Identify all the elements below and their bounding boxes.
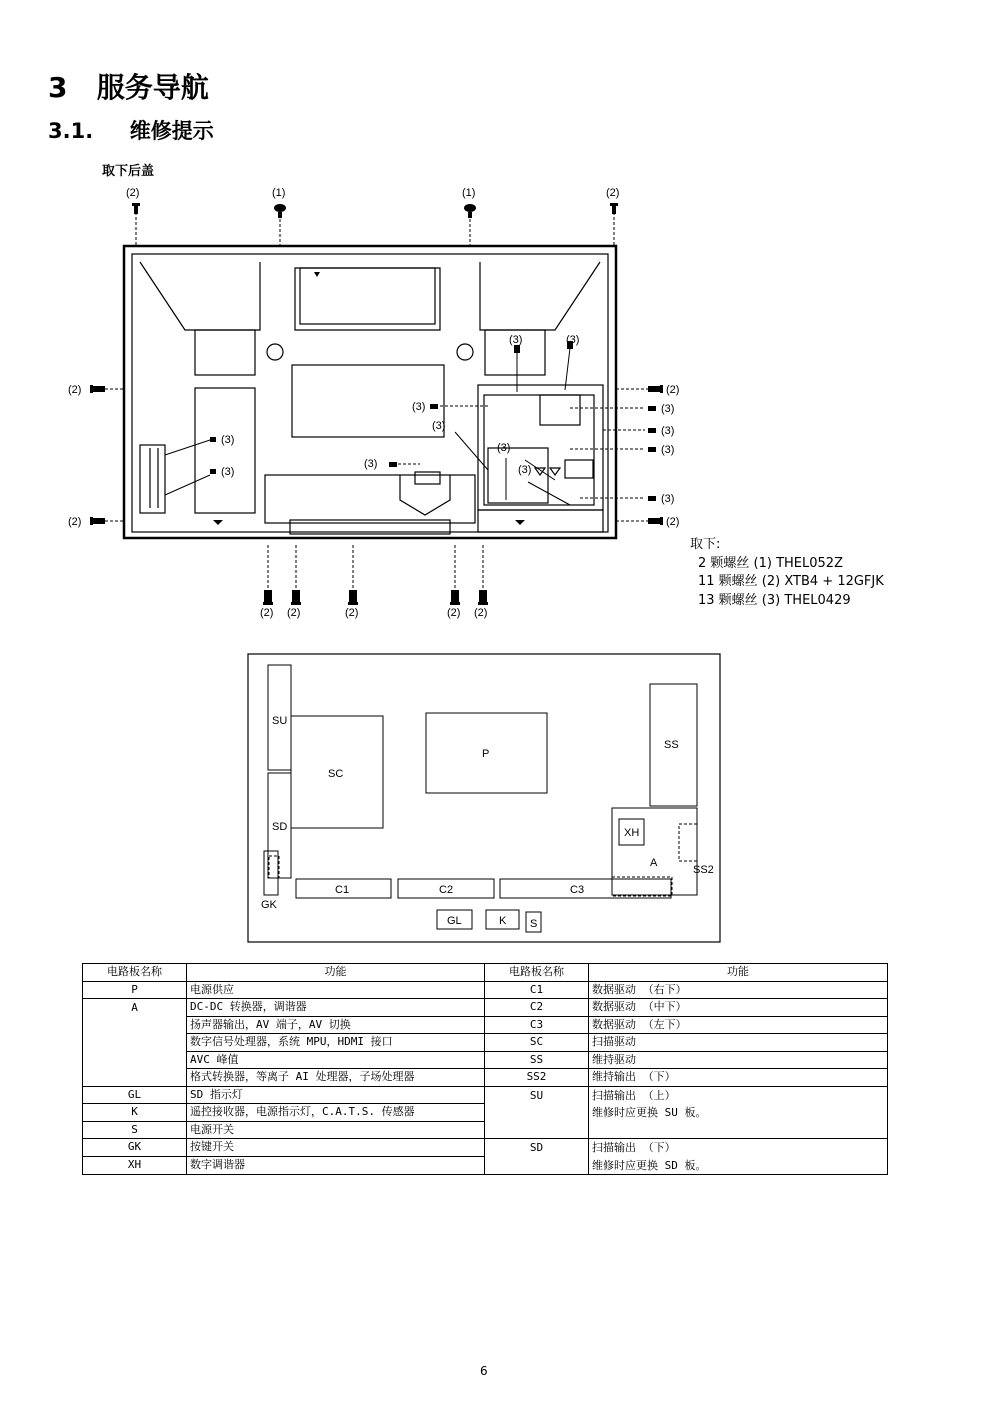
label-sd: SD <box>272 821 288 833</box>
figure-caption: 取下后盖 <box>102 164 155 179</box>
table-row <box>83 981 888 999</box>
board-function: 数据驱动 （右下） <box>589 981 888 999</box>
removal-legend <box>690 536 884 610</box>
board-function-su-1: 扫描输出 （上） <box>592 1088 676 1102</box>
table-row <box>83 999 888 1017</box>
board-name <box>485 1086 589 1139</box>
tv-cabinet-inner <box>132 254 608 532</box>
callout-3-mid-b: (3) <box>432 420 446 432</box>
callout-2-bottom-2: (2) <box>287 607 301 619</box>
label-k: K <box>499 915 507 927</box>
callout-2-bottom-5: (2) <box>474 607 488 619</box>
label-a: A <box>650 857 658 869</box>
screw-icons <box>90 203 663 605</box>
label-xh: XH <box>624 827 640 839</box>
label-s: S <box>530 918 538 930</box>
board-name-su: SU <box>529 1088 544 1102</box>
board-name: K <box>83 1104 187 1122</box>
callout-3-board-a: (3) <box>497 442 511 454</box>
callout-2-left-lower: (2) <box>68 516 82 528</box>
callout-3-right-c: (3) <box>661 444 675 456</box>
callout-3-right-a: (3) <box>661 403 675 415</box>
callout-1-top-right: (1) <box>462 187 476 199</box>
table-row <box>83 1069 888 1087</box>
label-c1: C1 <box>335 884 350 896</box>
callout-2-right-lower: (2) <box>666 516 680 528</box>
board-name: P <box>83 981 187 999</box>
board-function: 数据驱动 （左下） <box>589 1016 888 1034</box>
board-function: 按键开关 <box>187 1139 485 1157</box>
header-function-right: 功能 <box>589 964 888 982</box>
board-ss2 <box>679 824 697 861</box>
callout-3-right-b: (3) <box>661 425 675 437</box>
callout-2-bottom-3: (2) <box>345 607 359 619</box>
callout-3-mid-c: (3) <box>364 458 378 470</box>
header-board-name-right: 电路板名称 <box>485 964 589 982</box>
callout-2-right-upper: (2) <box>666 384 680 396</box>
removal-title: 取下: <box>690 537 721 552</box>
board-function: 维持驱动 <box>589 1051 888 1069</box>
board-name: GK <box>83 1139 187 1157</box>
board-gk <box>264 851 278 895</box>
section-number: 3 <box>48 71 68 104</box>
board-function: AVC 峰值 <box>187 1051 485 1069</box>
board-function <box>589 1139 888 1175</box>
board-function: 格式转换器，等离子 AI 处理器，子场处理器 <box>187 1069 485 1087</box>
callout-3-mid-a: (3) <box>412 401 426 413</box>
label-gk: GK <box>261 899 277 911</box>
board-name-sd: SD <box>529 1141 544 1154</box>
label-su: SU <box>272 715 288 727</box>
callout-3-top-b: (3) <box>566 334 580 346</box>
board-name: C2 <box>485 999 589 1017</box>
callout-3-board-b: (3) <box>518 464 532 476</box>
table-row <box>83 1139 888 1157</box>
board-function: 扬声器输出，AV 端子，AV 切换 <box>187 1016 485 1034</box>
page-number: 6 <box>480 1364 488 1378</box>
board-function: 遥控接收器，电源指示灯，C.A.T.S. 传感器 <box>187 1104 485 1122</box>
label-gl: GL <box>447 915 462 927</box>
board-name <box>485 1139 589 1175</box>
callout-1-top-left: (1) <box>272 187 286 199</box>
subsection-title: 维修提示 <box>129 119 214 143</box>
label-c3: C3 <box>570 884 585 896</box>
board-function: DC-DC 转换器，调谐器 <box>187 999 485 1017</box>
callout-2-bottom-4: (2) <box>447 607 461 619</box>
label-c2: C2 <box>439 884 454 896</box>
removal-item-2: 11 颗螺丝 (2) XTB4 + 12GFJK <box>698 574 884 589</box>
callout-3-left-upper: (3) <box>221 434 235 446</box>
board-function: 维持输出 （下） <box>589 1069 888 1087</box>
board-function-sd-1: 扫描输出 （下） <box>592 1141 676 1154</box>
board-function: SD 指示灯 <box>187 1086 485 1104</box>
board-name: C3 <box>485 1016 589 1034</box>
callout-3-top-a: (3) <box>509 334 523 346</box>
board-function-sd-2: 维修时应更换 SD 板。 <box>592 1158 707 1172</box>
table-row <box>83 1086 888 1104</box>
tv-cabinet-outline <box>124 246 616 538</box>
board-function: 数据驱动 （中下） <box>589 999 888 1017</box>
callout-2-top-right: (2) <box>606 187 620 199</box>
table-row <box>83 1016 888 1034</box>
board-name-a: A <box>131 1001 138 1014</box>
subsection-number: 3.1. <box>48 119 94 143</box>
board-name: SS <box>485 1051 589 1069</box>
board-a <box>612 808 697 895</box>
callout-2-left-upper: (2) <box>68 384 82 396</box>
board-function: 数字信号处理器，系统 MPU，HDMI 接口 <box>187 1034 485 1052</box>
board-name: C1 <box>485 981 589 999</box>
header-function-left: 功能 <box>187 964 485 982</box>
board-function: 电源开关 <box>187 1121 485 1139</box>
removal-item-3: 13 颗螺丝 (3) THEL0429 <box>698 592 851 608</box>
board-function-su-2: 维修时应更换 SU 板。 <box>592 1106 707 1119</box>
board-name: SS2 <box>485 1069 589 1087</box>
board-function: 扫描驱动 <box>589 1034 888 1052</box>
removal-item-1: 2 颗螺丝 (1) THEL052Z <box>698 555 843 571</box>
header-board-name-left: 电路板名称 <box>83 964 187 982</box>
callout-2-bottom-1: (2) <box>260 607 274 619</box>
board-name: XH <box>83 1157 187 1175</box>
label-ss: SS <box>664 739 679 751</box>
board-name: S <box>83 1121 187 1139</box>
board-function: 电源供应 <box>187 981 485 999</box>
board-name <box>83 999 187 1087</box>
board-function <box>589 1086 888 1139</box>
callout-3-left-lower: (3) <box>221 466 235 478</box>
label-p: P <box>482 748 490 760</box>
board-function-table <box>82 963 888 1175</box>
board-layout-diagram <box>247 653 722 944</box>
label-sc: SC <box>328 768 344 780</box>
callout-3-right-d: (3) <box>661 493 675 505</box>
callout-2-top-left: (2) <box>126 187 140 199</box>
table-header-row <box>83 964 888 982</box>
table-row <box>83 1034 888 1052</box>
board-name: GL <box>83 1086 187 1104</box>
label-ss2: SS2 <box>693 864 714 876</box>
table-row <box>83 1051 888 1069</box>
board-name: SC <box>485 1034 589 1052</box>
board-function: 数字调谐器 <box>187 1157 485 1175</box>
section-title: 服务导航 <box>96 71 209 104</box>
